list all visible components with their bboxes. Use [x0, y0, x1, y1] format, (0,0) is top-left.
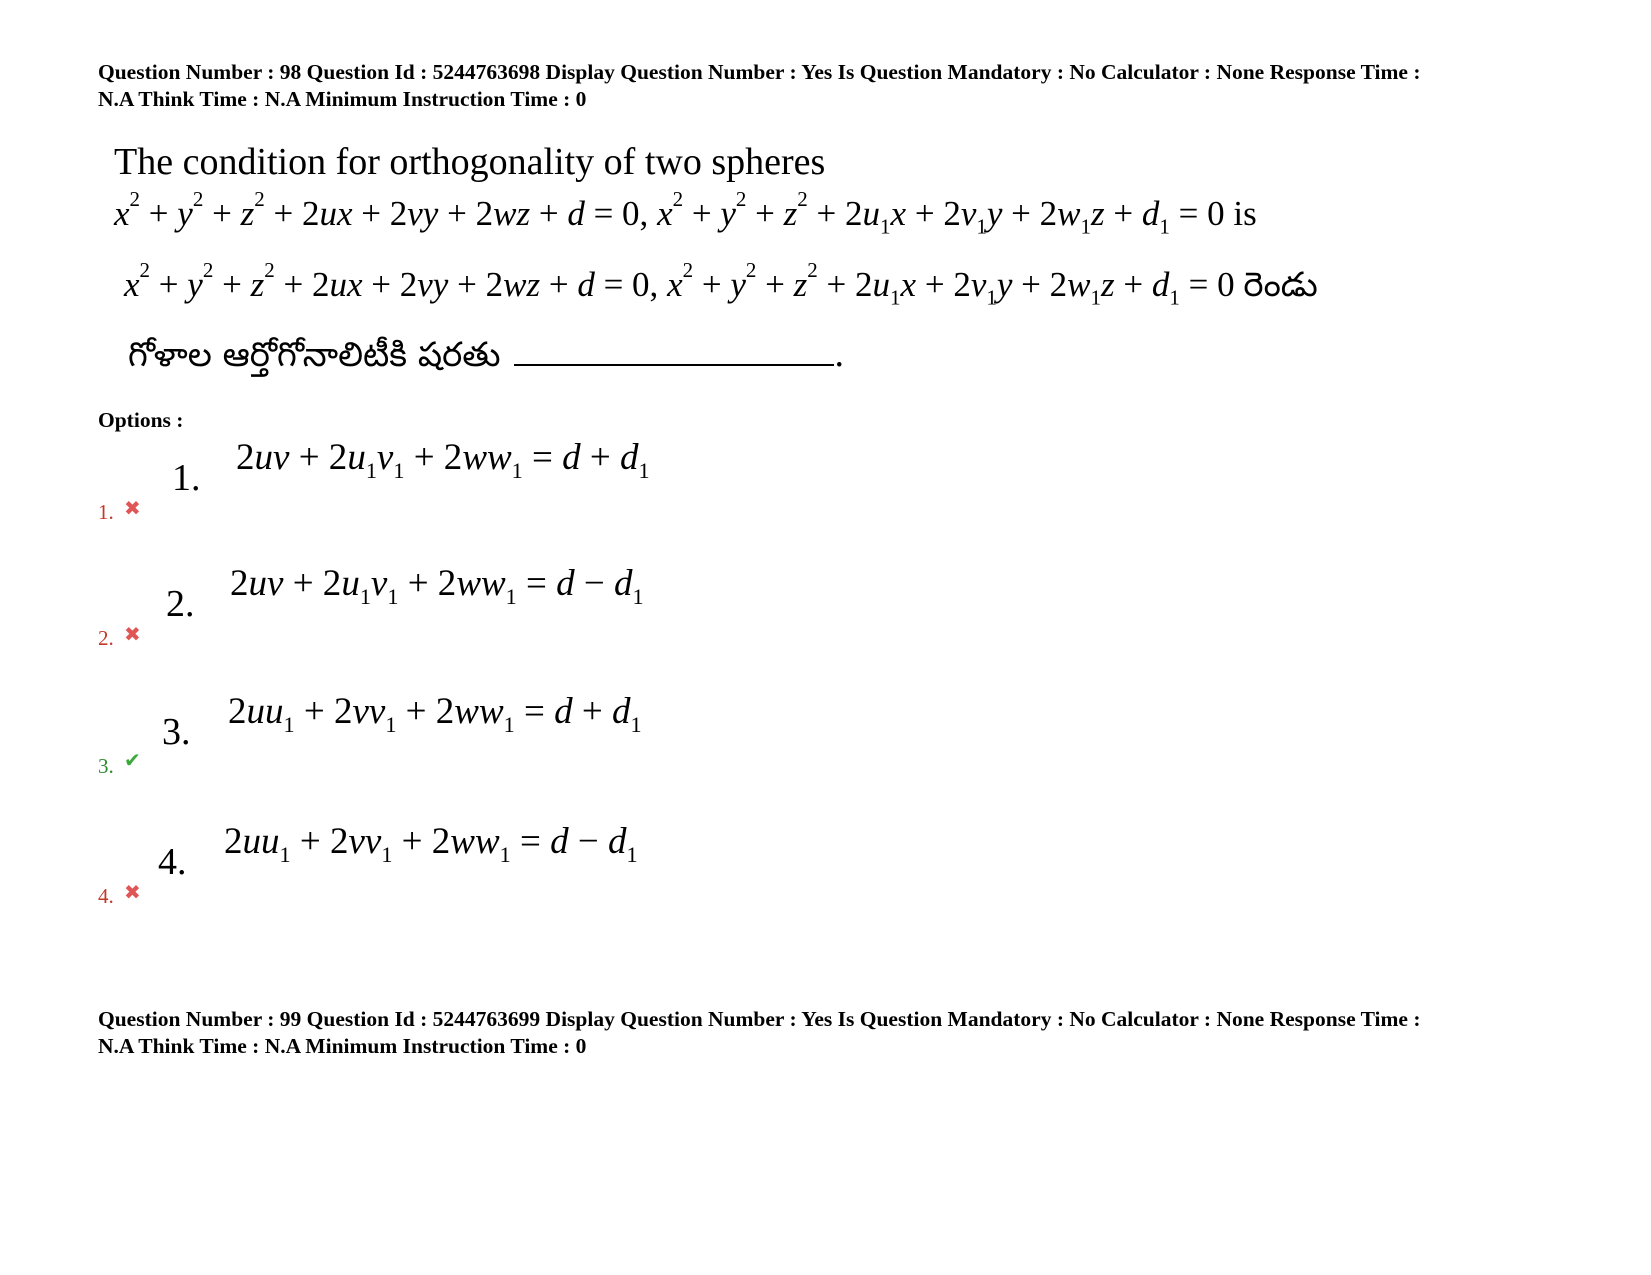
option-2-image-number: 2. [166, 583, 195, 625]
equation-sphere-2-repeat: $x^2 + y^2 + z^2 + 2u_1x + 2v_1y + 2w_1z + d_1 = 0$ [667, 258, 1235, 310]
cross-icon: ✖ [124, 498, 141, 520]
check-icon: ✔ [124, 750, 141, 772]
option-1 [0, 436, 1000, 546]
question-98-meta-line2: N.A Think Time : N.A Minimum Instruction Time : 0 [98, 87, 587, 111]
option-3-number: 3. [98, 754, 114, 778]
option-4-formula: $2uu_1 + 2vv_1 + 2ww_1 = d - d_1$ [224, 821, 638, 867]
option-3 [0, 690, 1000, 800]
question-text-english: The condition for orthogonality of two spheres [114, 141, 826, 183]
cross-icon: ✖ [124, 882, 141, 904]
telugu-word-rendu: రెండు [1243, 265, 1318, 305]
equation-sphere-1-repeat: $x^2 + y^2 + z^2 + 2ux + 2vy + 2wz + d = 0$, [124, 258, 659, 304]
cross-icon: ✖ [124, 624, 141, 646]
option-4 [0, 820, 1000, 930]
question-99-meta-line2: N.A Think Time : N.A Minimum Instruction Time : 0 [98, 1034, 587, 1058]
option-1-image-number: 1. [172, 457, 201, 499]
option-2-formula: $2uv + 2u_1v_1 + 2ww_1 = d - d_1$ [230, 563, 644, 609]
option-4-number: 4. [98, 884, 114, 908]
answer-blank [514, 336, 834, 366]
question-99-meta-line1: Question Number : 99 Question Id : 5244763699 Display Question Number : Yes Is Question Mandatory : No Calculator : None Response Time : [98, 1007, 1421, 1031]
question-98-meta-line1: Question Number : 98 Question Id : 5244763698 Display Question Number : Yes Is Question Mandatory : No Calculator : None Response Time : [98, 60, 1421, 84]
option-1-formula: $2uv + 2u_1v_1 + 2ww_1 = d + d_1$ [236, 437, 650, 483]
options-label: Options : [98, 408, 184, 432]
word-is: is [1233, 194, 1257, 233]
option-2 [0, 562, 1000, 672]
equation-sphere-1: $x^2 + y^2 + z^2 + 2ux + 2vy + 2wz + d = 0$, [114, 187, 649, 233]
question-text-telugu-line [128, 332, 844, 383]
equation-sphere-2: $x^2 + y^2 + z^2 + 2u_1x + 2v_1y + 2w_1z + d_1 = 0$ [657, 187, 1225, 239]
question-equation-line-english [114, 187, 1257, 239]
question-98-meta [98, 59, 1598, 113]
question-equation-line-telugu [124, 258, 1318, 313]
option-1-number: 1. [98, 500, 114, 524]
option-2-number: 2. [98, 626, 114, 650]
question-98-body [112, 132, 1532, 392]
telugu-question-text: గోళాల ఆర్తోగోనాలిటీకి షరతు [128, 335, 501, 375]
question-99-meta [98, 1006, 1598, 1060]
option-3-formula: $2uu_1 + 2vv_1 + 2ww_1 = d + d_1$ [228, 691, 642, 737]
blank-period: . [834, 333, 844, 375]
option-3-image-number: 3. [162, 711, 191, 753]
option-4-image-number: 4. [158, 841, 187, 883]
